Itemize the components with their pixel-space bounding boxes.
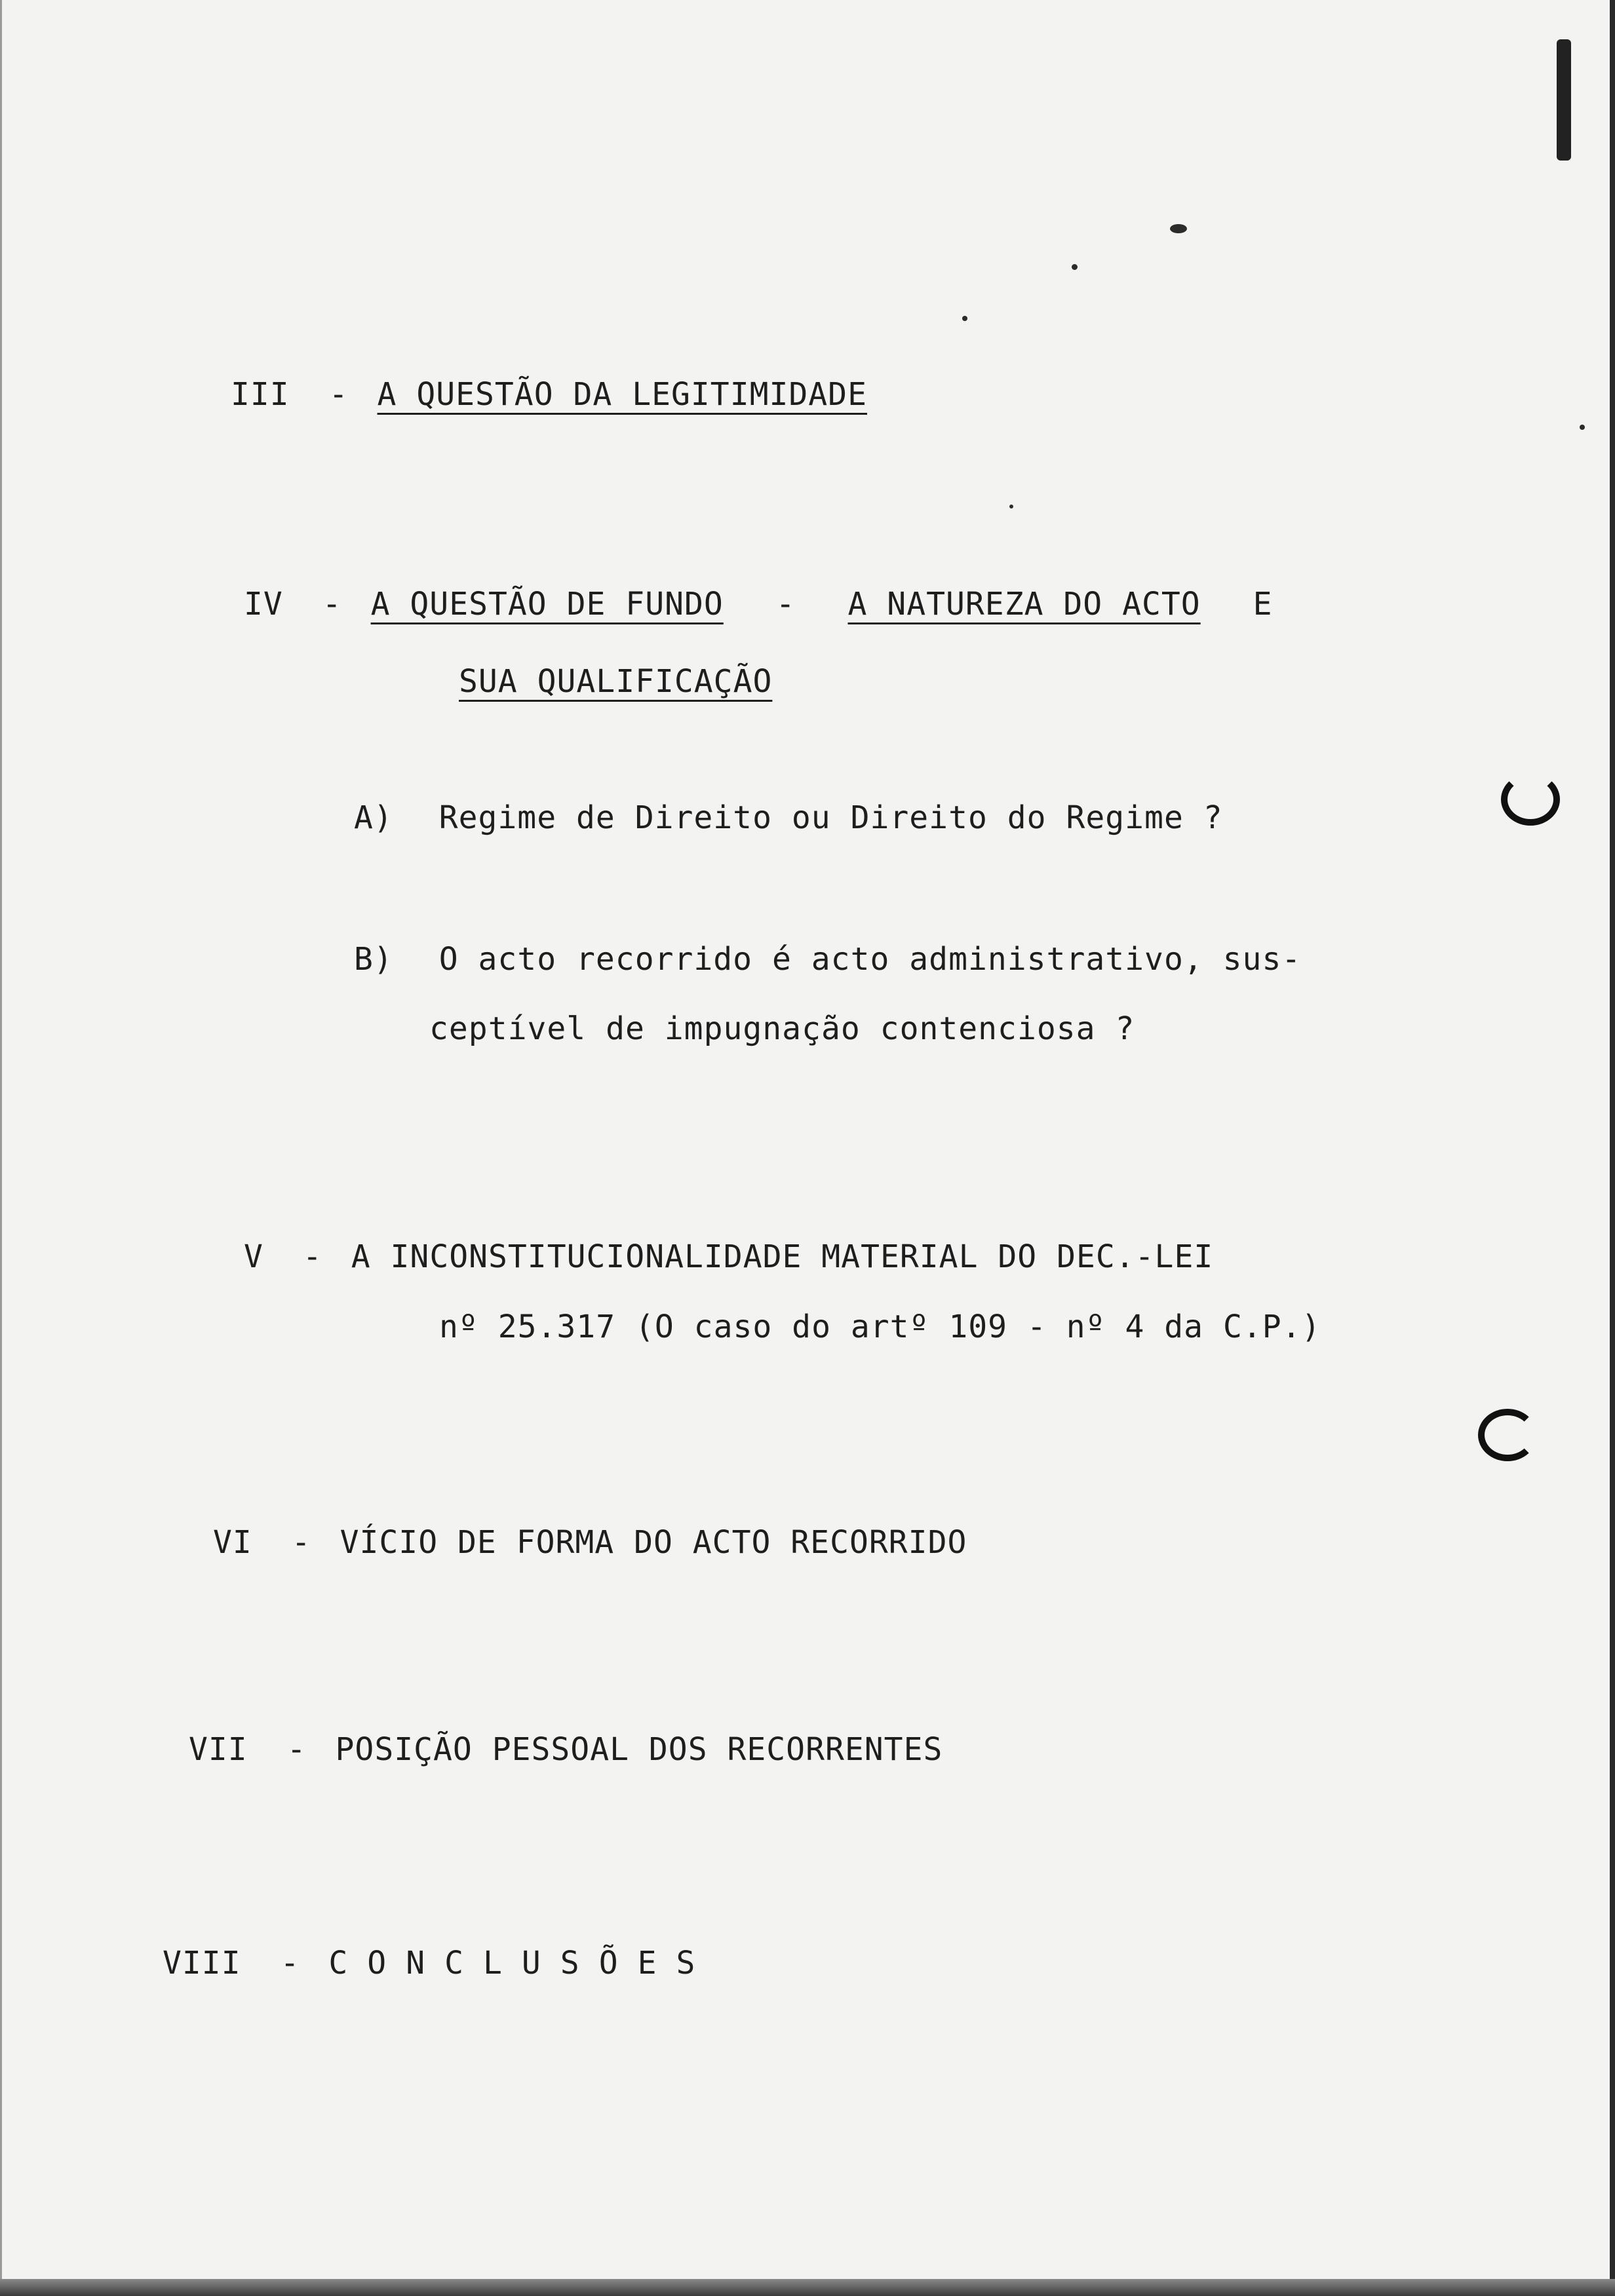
speck <box>1009 505 1013 508</box>
speck <box>1580 425 1585 430</box>
conjunction: E <box>1253 586 1273 622</box>
section-number: III <box>231 376 290 413</box>
section-title: A QUESTÃO DE FUNDO <box>370 586 724 622</box>
section-v-heading <box>244 1237 1213 1276</box>
item-text: Regime de Direito ou Direito do Regime ? <box>438 799 1223 836</box>
section-vi-heading <box>213 1523 967 1562</box>
dash: - <box>322 586 342 622</box>
dash: - <box>328 376 349 413</box>
item-b-line2 <box>429 1009 1135 1048</box>
item-label: B) <box>354 941 393 978</box>
section-title: nº 25.317 (O caso do artº 109 - nº 4 da C.P.) <box>439 1309 1321 1345</box>
section-number: V <box>244 1238 263 1275</box>
section-vii-heading <box>189 1730 943 1769</box>
dash: - <box>280 1945 300 1981</box>
item-b <box>354 940 1301 979</box>
item-text: ceptível de impugnação contenciosa ? <box>429 1010 1135 1047</box>
dash: - <box>286 1731 307 1768</box>
section-number: VIII <box>163 1945 241 1981</box>
item-a <box>354 798 1223 837</box>
section-iii-heading <box>231 375 867 414</box>
separator: - <box>775 586 796 622</box>
dash: - <box>291 1524 311 1561</box>
scan-right-edge <box>1610 0 1615 2296</box>
section-title: VÍCIO DE FORMA DO ACTO RECORRIDO <box>340 1524 967 1561</box>
section-v-heading-line2 <box>439 1307 1321 1347</box>
speck <box>1072 264 1078 270</box>
section-number: VI <box>213 1524 252 1561</box>
section-title: CONCLUSÕES <box>328 1945 715 1981</box>
punch-hole-mark <box>1501 773 1560 826</box>
section-number: VII <box>189 1731 248 1768</box>
section-title: A QUESTÃO DA LEGITIMIDADE <box>377 376 867 413</box>
item-text: O acto recorrido é acto administrativo, sus- <box>438 941 1302 978</box>
section-title: SUA QUALIFICAÇÃO <box>459 663 773 700</box>
section-title: A INCONSTITUCIONALIDADE MATERIAL DO DEC.-LEI <box>351 1238 1214 1275</box>
scan-left-edge <box>0 0 2 2296</box>
item-label: A) <box>354 799 393 836</box>
section-number: IV <box>244 586 283 622</box>
scan-bottom-edge <box>0 2279 1615 2296</box>
section-iv-heading-line2 <box>459 662 772 701</box>
speck <box>1170 224 1187 233</box>
section-viii-heading <box>163 1943 714 1983</box>
dash: - <box>302 1238 322 1275</box>
section-iv-heading <box>244 584 1272 624</box>
scan-mark <box>1557 39 1571 161</box>
speck <box>962 316 967 321</box>
section-title: POSIÇÃO PESSOAL DOS RECORRENTES <box>335 1731 943 1768</box>
punch-hole-mark <box>1478 1409 1537 1461</box>
section-title: A NATUREZA DO ACTO <box>847 586 1201 622</box>
